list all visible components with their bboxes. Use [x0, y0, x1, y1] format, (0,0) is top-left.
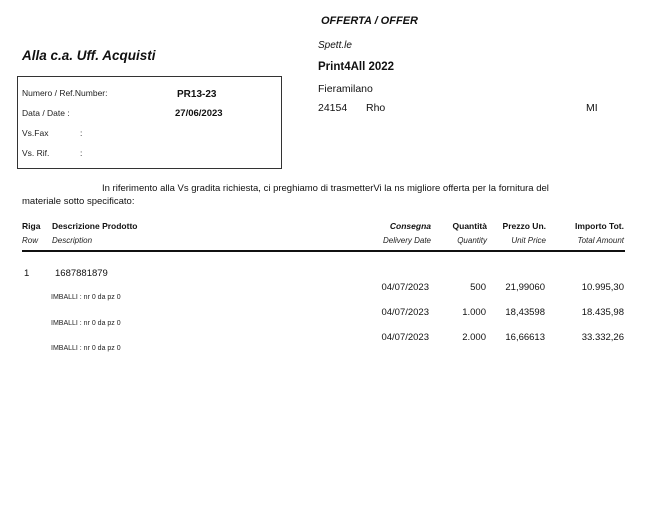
salutation: Spett.le	[318, 40, 352, 51]
recipient-city: Rho	[366, 102, 386, 114]
line-packaging: IMBALLI : nr 0 da pz 0	[51, 345, 121, 352]
line-amount: 18.435,98	[581, 307, 624, 318]
recipient-province: MI	[586, 102, 598, 114]
item-row-number: 1	[24, 268, 30, 279]
col-header-row-en: Row	[22, 236, 39, 245]
line-price: 18,43598	[505, 307, 545, 318]
col-header-qty-en: Quantity	[457, 236, 487, 245]
col-header-qty: Quantità	[452, 221, 487, 231]
col-header-desc-en: Description	[52, 236, 93, 245]
ref-date-value: 27/06/2023	[175, 108, 223, 119]
item-code: 1687881879	[55, 268, 108, 279]
col-header-desc: Descrizione Prodotto	[52, 221, 138, 231]
line-packaging: IMBALLI : nr 0 da pz 0	[51, 294, 121, 301]
line-date: 04/07/2023	[381, 282, 429, 293]
line-packaging: IMBALLI : nr 0 da pz 0	[51, 320, 121, 327]
attention-line: Alla c.a. Uff. Acquisti	[22, 48, 156, 63]
col-header-delivery-en: Delivery Date	[382, 236, 431, 245]
recipient-company: Print4All 2022	[318, 61, 395, 73]
line-date: 04/07/2023	[381, 307, 429, 318]
line-amount: 10.995,30	[581, 282, 624, 293]
ref-date-label: Data / Date :	[22, 108, 70, 118]
recipient-zip: 24154	[318, 102, 348, 114]
ref-number-label: Numero / Ref.Number:	[22, 88, 108, 98]
col-header-amount: Importo Tot.	[575, 221, 624, 231]
ref-fax-colon: :	[80, 128, 83, 138]
ref-fax-label: Vs.Fax	[22, 128, 49, 138]
line-date: 04/07/2023	[381, 332, 429, 343]
ref-rif-label: Vs. Rif.	[22, 148, 50, 158]
intro-text: In riferimento alla Vs gradita richiesta, ci preghiamo di trasmetterVi la ns migliore offerta per la fornitura del materiale sotto specificato:	[22, 183, 549, 207]
header-rule	[22, 250, 625, 252]
recipient-address: Fieramilano	[318, 83, 373, 95]
offer-title: OFFERTA / OFFER	[321, 15, 418, 27]
line-qty: 1.000	[462, 307, 486, 318]
ref-rif-colon: :	[80, 148, 83, 158]
line-amount: 33.332,26	[581, 332, 624, 343]
col-header-price-en: Unit Price	[511, 236, 546, 245]
line-qty: 2.000	[462, 332, 486, 343]
ref-number-value: PR13-23	[177, 89, 217, 100]
col-header-price: Prezzo Un.	[502, 221, 546, 231]
line-price: 16,66613	[505, 332, 545, 343]
line-price: 21,99060	[505, 282, 545, 293]
col-header-delivery: Consegna	[389, 221, 431, 231]
col-header-amount-en: Total Amount	[577, 236, 624, 245]
line-qty: 500	[470, 282, 486, 293]
col-header-row: Riga	[22, 221, 41, 231]
